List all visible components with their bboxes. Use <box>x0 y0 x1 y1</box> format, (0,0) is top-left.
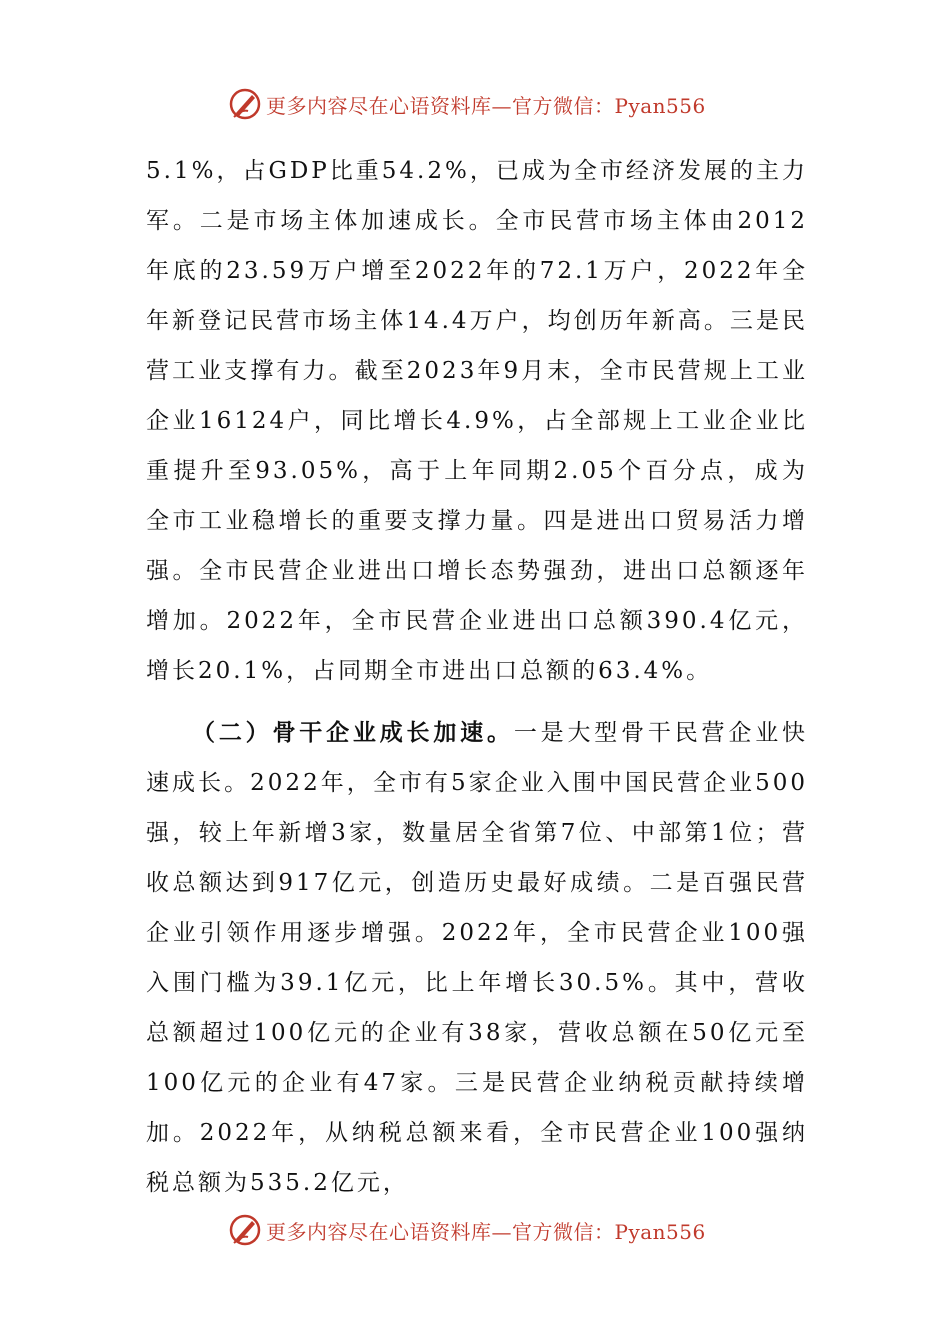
pen-logo-icon <box>228 1213 262 1247</box>
watermark-text: 更多内容尽在心语资料库—官方微信：Pyan556 <box>266 1219 706 1244</box>
section-heading: （二）骨干企业成长加速。 <box>192 720 514 746</box>
watermark-footer <box>228 1210 706 1250</box>
document-body <box>146 146 808 1208</box>
paragraph-2 <box>146 708 808 1208</box>
paragraph-text: 一是大型骨干民营企业快速成长。2022年，全市有5家企业入围中国民营企业500强，较上年新增3家，数量居全省第7位、中部第1位；营收总额达到917亿元，创造历史最好成绩。二是百强民营企业引领作用逐步增强。2022年，全市民营企业100强入围门槛为39.1亿元，比上年增长30.5%。其中，营收总额超过100亿元的企业有38家，营收总额在50亿元至100亿元的企业有47家。三是民营企业纳税贡献持续增加。2022年，从纳税总额来看，全市民营企业100强纳税总额为535.2亿元， <box>146 720 809 1196</box>
watermark-text: 更多内容尽在心语资料库—官方微信：Pyan556 <box>266 93 706 118</box>
watermark-header <box>228 84 706 124</box>
pen-logo-icon <box>228 87 262 121</box>
paragraph-text: 5.1%，占GDP比重54.2%，已成为全市经济发展的主力军。二是市场主体加速成长。全市民营市场主体由2012年底的23.59万户增至2022年的72.1万户，2022年全年新登记民营市场主体14.4万户，均创历年新高。三是民营工业支撑有力。截至2023年9月末，全市民营规上工业企业16124户，同比增长4.9%，占全部规上工业企业比重提升至93.05%，高于上年同期2.05个百分点，成为全市工业稳增长的重要支撑力量。四是进出口贸易活力增强。全市民营企业进出口增长态势强劲，进出口总额逐年增加。2022年，全市民营企业进出口总额390.4亿元，增长20.1%，占同期全市进出口总额的63.4%。 <box>146 158 808 684</box>
paragraph-1 <box>146 146 808 696</box>
